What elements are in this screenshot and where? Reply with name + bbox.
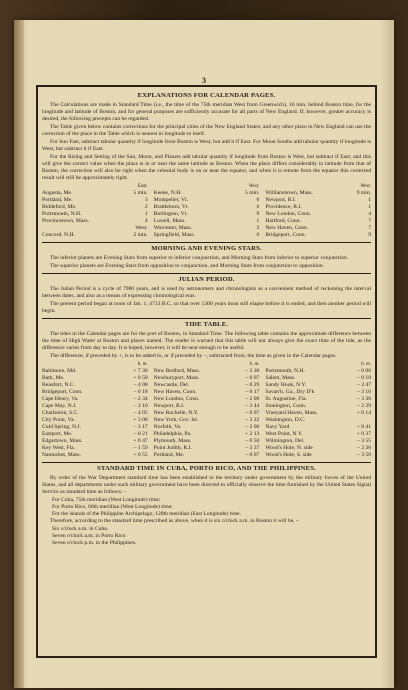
place-name: New London, Conn. (153, 396, 200, 402)
explanations-title: EXPLANATIONS FOR CALENDAR PAGES. (137, 92, 276, 99)
table-row (42, 368, 148, 375)
time-value: 6 (256, 197, 260, 203)
time-value: 2 min. (133, 232, 148, 238)
place-name: Portland, Me. (42, 197, 73, 203)
time-value: – 2 29 (357, 403, 372, 409)
place-name: Portland, Me. (153, 452, 185, 458)
corrections-col-2 (154, 184, 260, 239)
explanations-p1: The Calculations are made in Standard Time (i.e., the time of the 75th meridian West from Greenwich), 16 min. behind Boston time, for the longitude and latitude of Boston, and for general purposes are sufficiently accurate for all parts of New England. If, however, greater accuracy is desired, the following precepts can be regarded. (42, 102, 371, 122)
time-value: – 3 55 (357, 438, 372, 444)
place-name: New Bedford, Mass. (153, 368, 200, 374)
page-binding (14, 20, 24, 688)
time-value: 1 (368, 204, 372, 210)
standard-time-p1: By order of the War Department standard time has been established in the territory under government by the military forces of the United States, and all departments under such military government have been directed to officially observe the time furnished by the United States Signal Service as standard time as follows: – (42, 475, 371, 495)
table-row (154, 375, 260, 382)
julian-p2: The present period began at noon of Jan. 1, 4713 B.C. so that over 1300 years must still elapse before it is ended, and then another period will begin. (42, 301, 371, 314)
place-name: St. Augustine, Fla. (265, 396, 307, 402)
standard-time-example-2: Seven o'clock a.m. in Porto Rico. (52, 533, 127, 539)
place-name: Cold Spring, N.J. (42, 424, 82, 430)
table-row (42, 410, 148, 417)
table-row (154, 218, 260, 225)
section-divider (42, 318, 371, 319)
table-row (42, 403, 148, 410)
place-name: Charleston, S.C. (42, 410, 79, 416)
place-name: Brattleboro, Vt. (153, 204, 189, 210)
time-value: – 3 37 (245, 445, 260, 451)
tide-p2: The difference, if preceded by +, is to be added to, or if preceded by –, subtracted from, the time as given in the Calendar pages. (50, 353, 337, 359)
standard-time-list-2 (42, 526, 371, 547)
table-row (154, 396, 260, 403)
section-divider (42, 273, 371, 274)
place-name: Williamstown, Mass. (265, 190, 313, 196)
place-name: Concord, N.H. (42, 232, 75, 238)
time-value: – 0 50 (245, 438, 260, 444)
table-row (265, 204, 371, 211)
table-row (154, 382, 260, 389)
table-row (265, 197, 371, 204)
table-row (42, 204, 148, 211)
corrections-head-3: West. (360, 184, 372, 189)
place-name: West Point, N.Y. (265, 431, 303, 437)
corrections-head-2: West. (248, 184, 260, 189)
place-name: Wood's Hole, S. side (265, 452, 312, 458)
table-row (42, 445, 148, 452)
table-row (154, 445, 260, 452)
tide-title: TIDE TABLE. (184, 321, 229, 328)
time-value: + 0 37 (356, 431, 372, 437)
table-row (154, 190, 260, 197)
table-row (154, 232, 260, 239)
standard-time-cuba: For Cuba, 75th meridian (West Longitude) time; (52, 497, 161, 503)
page-number: 3 (202, 76, 206, 85)
time-value: 1 (368, 197, 372, 203)
place-name: Norfolk, Va. (153, 424, 182, 430)
place-name: Portsmouth, N.H. (42, 211, 82, 217)
table-rows (265, 190, 371, 239)
time-value: + 0 55 (133, 452, 148, 458)
time-value: 9 (368, 232, 372, 238)
tide-col-3 (265, 362, 371, 459)
place-name: Cape May, N.J. (42, 403, 77, 409)
table-row (154, 368, 260, 375)
time-value: – 3 10 (133, 403, 148, 409)
place-name: New London, Conn. (265, 211, 312, 217)
place-name: Plymouth, Mass. (153, 438, 192, 444)
time-value: – 3 44 (245, 403, 260, 409)
explanations-p3: For Sun Fast, subtract tabular quantity if longitude from Boston is West, but add it if East. For Moon Souths add tabular quantity if longitude is West, but subtract it if East. (42, 139, 371, 152)
table-rows (265, 368, 371, 459)
table-row (265, 382, 371, 389)
time-value: + 0 50 (133, 375, 148, 381)
morning-evening-p1: The inferior planets are Evening Stars from superior to inferior conjunction, and Morning Stars from inferior to superior conjunction. (50, 255, 349, 261)
table-row (42, 197, 148, 204)
table-row (265, 375, 371, 382)
table-row (42, 417, 148, 424)
corrections-table (42, 184, 371, 239)
table-row (265, 396, 371, 403)
section-divider (42, 242, 371, 243)
morning-evening-section (42, 245, 371, 270)
place-name: Philadelphia, Pa. (153, 431, 192, 437)
table-row (42, 396, 148, 403)
time-value: – 2 34 (133, 396, 148, 402)
place-name: Edgartown, Mass. (42, 438, 83, 444)
table-row (42, 225, 148, 232)
table-row (154, 438, 260, 445)
place-name: Worcester, Mass. (153, 225, 192, 231)
time-value: – 3 22 (245, 417, 260, 423)
time-value: – 1 59 (133, 445, 148, 451)
place-name: City Point, Va. (42, 417, 75, 423)
place-name: Wilmington, Del. (265, 438, 305, 444)
table-row (265, 218, 371, 225)
place-name: Burlington, Vt. (153, 211, 188, 217)
place-name: Bridgeport, Conn. (265, 232, 306, 238)
julian-p1: The Julian Period is a cycle of 7980 years, and is used by astronomers and chronologists as a convenient method of reckoning the interval between dates, and also as a means of expressing chronological eras. (42, 286, 371, 299)
tide-col-1 (42, 362, 148, 459)
corrections-head-1: East. (137, 184, 148, 189)
content-frame (36, 85, 377, 658)
place-name: Keene, N.H. (153, 190, 182, 196)
table-rows (154, 368, 260, 459)
time-value: – 3 17 (133, 424, 148, 430)
place-name: New Haven, Conn. (153, 389, 197, 395)
table-row (154, 197, 260, 204)
time-value: – 0 07 (245, 410, 260, 416)
time-value: 7 (368, 218, 372, 224)
place-name: Cape Henry, Va. (42, 396, 79, 402)
place-name: Newcastle, Del. (153, 382, 190, 388)
place-name: Key West, Fla. (42, 445, 76, 451)
time-value: – 2 36 (357, 445, 372, 451)
time-value: 5 min. (133, 190, 148, 196)
time-value: 7 (368, 225, 372, 231)
place-name: Navy Yard (265, 424, 290, 430)
place-name: Portsmouth, N.H. (265, 368, 305, 374)
tide-col-2 (154, 362, 260, 459)
table-row (265, 211, 371, 218)
corrections-col-1 (42, 184, 148, 239)
explanations-p4: For the Rising and Setting of the Sun, Moon, and Planets add tabular quantity if longitude from Boston is West, but subtract if East; and this will give the correct value when the place is in or near the same latitude as Boston. When the place differs considerably in latitude from that of Boston, the correction will also be right when the celestial body is on or near the equator, and when it is remote from the equator this corrected result will still be approximately right. (42, 154, 371, 181)
table-row (265, 438, 371, 445)
time-value: 3 (256, 225, 260, 231)
place-name: New York, Gov. Isl. (153, 417, 199, 423)
table-row (154, 410, 260, 417)
place-name: Provincetown, Mass. (42, 218, 90, 224)
time-value: – 4 05 (133, 410, 148, 416)
table-rows (154, 190, 260, 239)
time-value: – 0 18 (357, 375, 372, 381)
place-name: Savan'h, Ga., Dry D'k (265, 389, 315, 395)
place-name: Augusta, Me. (42, 190, 73, 196)
time-value: 9 (256, 211, 260, 217)
table-row (265, 225, 371, 232)
section-divider (42, 462, 371, 463)
place-name: Bath, Me. (42, 375, 65, 381)
table-row (42, 424, 148, 431)
table-row (42, 452, 148, 459)
table-row (154, 403, 260, 410)
table-row (42, 431, 148, 438)
table-row (154, 424, 260, 431)
place-name: Bridgeport, Conn. (42, 389, 83, 395)
time-value: 1 (256, 218, 260, 224)
time-value: – 3 30 (245, 368, 260, 374)
place-name: Washington, D.C. (265, 417, 306, 423)
place-name: Salem, Mass. (265, 375, 296, 381)
standard-time-list-1 (42, 497, 371, 518)
table-rows (42, 190, 148, 239)
time-value: – 2 06 (245, 396, 260, 402)
time-value: 6 (256, 232, 260, 238)
table-row (265, 403, 371, 410)
place-name: New Rochelle, N.Y. (153, 410, 199, 416)
table-row (265, 445, 371, 452)
table-row (154, 452, 260, 459)
table-row (42, 190, 148, 197)
place-name: Vineyard Haven, Mass. (265, 410, 318, 416)
standard-time-title: STANDARD TIME IN CUBA, PORTO RICO, AND THE PHILIPPINES. (97, 465, 316, 472)
table-rows (42, 368, 148, 459)
tide-section (42, 321, 371, 459)
place-name: Eastport, Me. (42, 431, 73, 437)
time-value: 5 min. (245, 190, 260, 196)
place-name: Biddeford, Me. (42, 204, 77, 210)
standard-time-philippines: For the islands of the Philippine Archipelago, 120th meridian (East Longitude) time. (52, 511, 242, 517)
table-row (265, 417, 371, 424)
time-value: – 0 29 (245, 382, 260, 388)
place-name: Newport, R.I. (153, 403, 185, 409)
place-name: Stonington, Conn. (265, 403, 307, 409)
place-name: Sandy Hook, N.Y. (265, 382, 307, 388)
table-row (265, 368, 371, 375)
tide-unit-2: h. m. (249, 362, 260, 367)
explanations-p2: The Table given below contains corrections for the principal cities of the New England States; and any other place in New England can use the correction of the place in the Table which is nearest in longitude to itself. (42, 124, 371, 137)
content-body (42, 91, 371, 652)
table-row (265, 190, 371, 197)
place-name: Montpelier, Vt. (153, 197, 188, 203)
table-row (265, 389, 371, 396)
standard-time-porto-rico: For Porto Rico, 60th meridian (West Longitude) time; (52, 504, 173, 510)
place-name: Baltimore, Md. (42, 368, 77, 374)
time-value: – 0 07 (245, 452, 260, 458)
table-row (154, 417, 260, 424)
time-value: 4 (368, 211, 372, 217)
table-row (265, 431, 371, 438)
time-value: 6 (256, 204, 260, 210)
time-value: + 7 30 (133, 368, 148, 374)
time-value: – 4 08 (133, 382, 148, 388)
time-value: – 3 16 (357, 389, 372, 395)
time-value: 4 (144, 218, 148, 224)
place-name: Providence, R.I. (265, 204, 302, 210)
table-row (42, 232, 148, 239)
table-row (265, 424, 371, 431)
time-value: – 0 18 (133, 389, 148, 395)
table-row (42, 382, 148, 389)
table-row (154, 204, 260, 211)
table-row (265, 232, 371, 239)
time-value: – 3 50 (357, 452, 372, 458)
time-value: + 0 14 (356, 410, 372, 416)
time-value: 1 (144, 211, 148, 217)
place-name: Newburyport, Mass. (153, 375, 200, 381)
explanations-section (42, 92, 371, 239)
table-row (265, 452, 371, 459)
time-value: + 0 47 (133, 438, 148, 444)
table-row (265, 410, 371, 417)
standard-time-example-1: Six o'clock a.m. in Cuba. (52, 526, 109, 532)
time-value: – 2 06 (245, 424, 260, 430)
place-name: Nantucket, Mass. (42, 452, 81, 458)
tide-p1: The tides in the Calendar pages are for the port of Boston, in Standard Time. The following table contains the approximate difference between the time of High Water at Boston and places named. The reader is warned that this table will not always give the exact time of the tide, as the difference varies from day to day. It is hoped, however, it will be near enough to be useful. (42, 331, 371, 351)
almanac-page (14, 20, 394, 688)
time-value: + 3 08 (133, 417, 148, 423)
table-row (42, 218, 148, 225)
table-row (42, 438, 148, 445)
standard-time-section (42, 465, 371, 547)
time-value: + 8 41 (356, 424, 372, 430)
place-name: Hartford, Conn. (265, 218, 301, 224)
time-value: – 0 21 (133, 431, 148, 437)
morning-evening-p2: The superior planets are Evening Stars from opposition to conjunction, and Morning Stars from conjunction to opposition. (50, 263, 325, 269)
table-row (154, 211, 260, 218)
table-row (154, 389, 260, 396)
table-row (154, 225, 260, 232)
time-value: 9 min. (356, 190, 372, 196)
place-name: Lowell, Mass. (153, 218, 186, 224)
place-name: Point Judith, R.I. (153, 445, 192, 451)
place-name: Beaufort, N.C. (42, 382, 75, 388)
time-value: – 3 36 (357, 396, 372, 402)
place-name: Newport, R.I. (265, 197, 297, 203)
time-value: – 0 07 (245, 375, 260, 381)
time-value: – 0 06 (357, 368, 372, 374)
place-name: Wood's Hole, N. side (265, 445, 313, 451)
julian-title: JULIAN PERIOD. (178, 276, 235, 283)
tide-table (42, 362, 371, 459)
corrections-col-3 (265, 184, 371, 239)
time-value: – 0 17 (245, 389, 260, 395)
table-row (42, 389, 148, 396)
time-value: 3 (144, 197, 148, 203)
time-value: + 2 13 (245, 431, 260, 437)
morning-evening-title: MORNING AND EVENING STARS. (151, 245, 262, 252)
table-row (42, 211, 148, 218)
place-name: Springfield, Mass. (153, 232, 195, 238)
tide-unit-3: h. m. (361, 362, 372, 367)
time-value: 2 (144, 204, 148, 210)
place-name: New Haven, Conn. (265, 225, 309, 231)
table-row (42, 375, 148, 382)
julian-section (42, 276, 371, 315)
standard-time-example-3: Seven o'clock p.m. in the Philippines. (52, 540, 137, 546)
tide-unit-1: h. m. (137, 362, 148, 367)
time-value: – 3 47 (357, 382, 372, 388)
standard-time-p2: Therefore, according to the standard time prescribed as above, when it is six o'clock a.m. in Boston it will be, – (50, 518, 299, 524)
table-row (154, 431, 260, 438)
time-value: West. (135, 225, 148, 231)
